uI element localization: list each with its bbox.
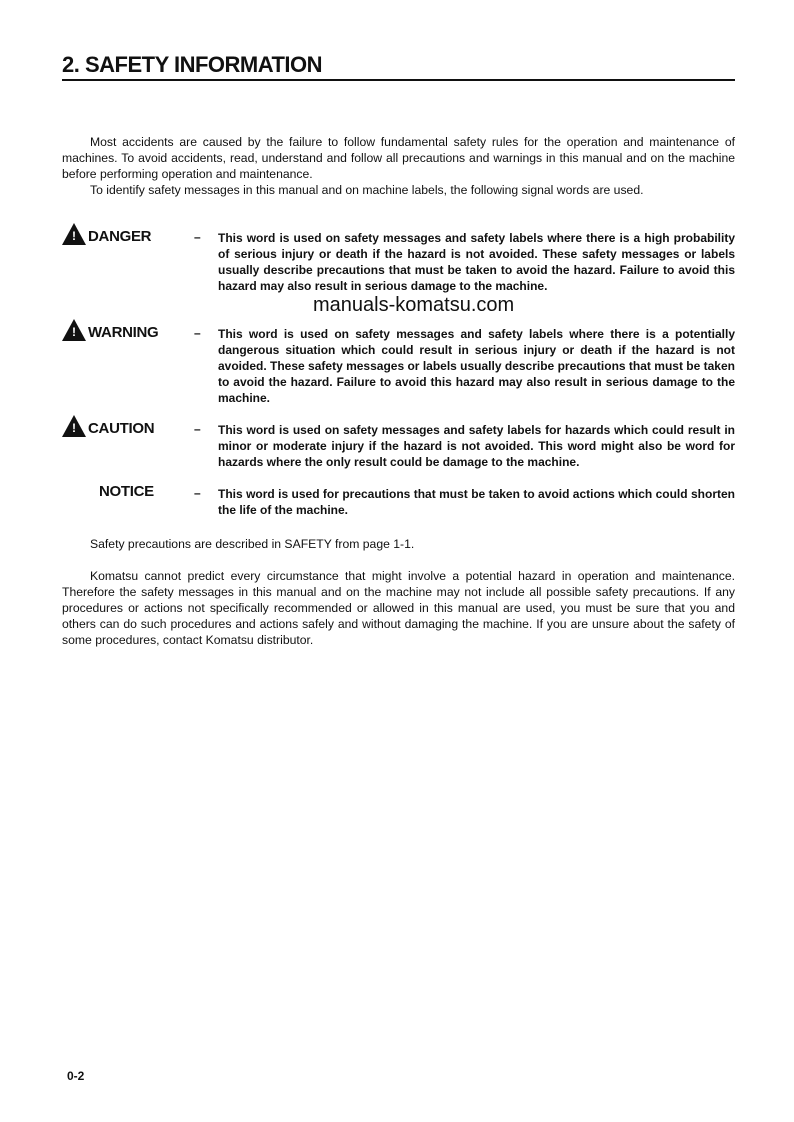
dash: –: [194, 486, 201, 500]
page-number: 0-2: [67, 1069, 85, 1083]
intro-paragraph: To identify safety messages in this manual and on machine labels, the following signal words are used.: [90, 183, 644, 197]
warning-triangle-icon: !: [62, 415, 86, 437]
dash: –: [194, 326, 201, 340]
signal-word: DANGER: [88, 227, 152, 245]
dash: –: [194, 230, 201, 244]
signal-word: NOTICE: [99, 483, 154, 500]
intro-section: [62, 134, 735, 198]
signal-description: This word is used on safety messages and safety labels for hazards which could result in minor or moderate injury if the hazard is not avoided. This word might also be word for hazards where the only result could be damage to the machine.: [218, 423, 735, 469]
closing-section: [62, 568, 735, 648]
closing-paragraph: Komatsu cannot predict every circumstance that might involve a potential hazard in operation and maintenance. Therefore the safety messages in this manual and on the machine may not include all possible safety precautions. If any procedures or actions not specifically recommended or allowed in this manual are used, you must be sure that you and others can do such procedures and actions safely and without damaging the machine. If you are unsure about the safety of some procedures, contact Komatsu distributor.: [62, 569, 735, 647]
signal-warning: [62, 323, 735, 406]
warning-triangle-icon: !: [62, 223, 86, 245]
signal-danger: [62, 227, 735, 294]
signal-description: This word is used for precautions that must be taken to avoid actions which could shorten the life of the machine.: [218, 487, 735, 517]
watermark: manuals-komatsu.com: [313, 294, 515, 316]
signal-description: This word is used on safety messages and safety labels where there is a potentially dangerous situation which could result in serious injury or death if the hazard is not avoided. These safety messages or labels usually describe precautions that must be taken to avoid the hazard. Failure to avoid this hazard may also result in serious damage to the machine.: [218, 327, 735, 405]
precautions-reference: Safety precautions are described in SAFETY from page 1-1.: [90, 537, 415, 551]
page-title: 2. SAFETY INFORMATION: [62, 52, 735, 81]
dash: –: [194, 422, 201, 436]
signal-caution: [62, 419, 735, 470]
signal-word: CAUTION: [88, 419, 155, 437]
signal-word: WARNING: [88, 323, 159, 341]
signal-notice: [62, 483, 735, 518]
intro-paragraph: Most accidents are caused by the failure to follow fundamental safety rules for the operation and maintenance of machines. To avoid accidents, read, understand and follow all precautions and warnings in this manual and on the machine before performing operation and maintenance.: [62, 135, 735, 181]
warning-triangle-icon: !: [62, 319, 86, 341]
signal-description: This word is used on safety messages and safety labels where there is a high probability of serious injury or death if the hazard is not avoided. These safety messages or labels usually describe precautions that must be taken to avoid the hazard. Failure to avoid this hazard may also result in serious damage to the machine.: [218, 231, 735, 293]
